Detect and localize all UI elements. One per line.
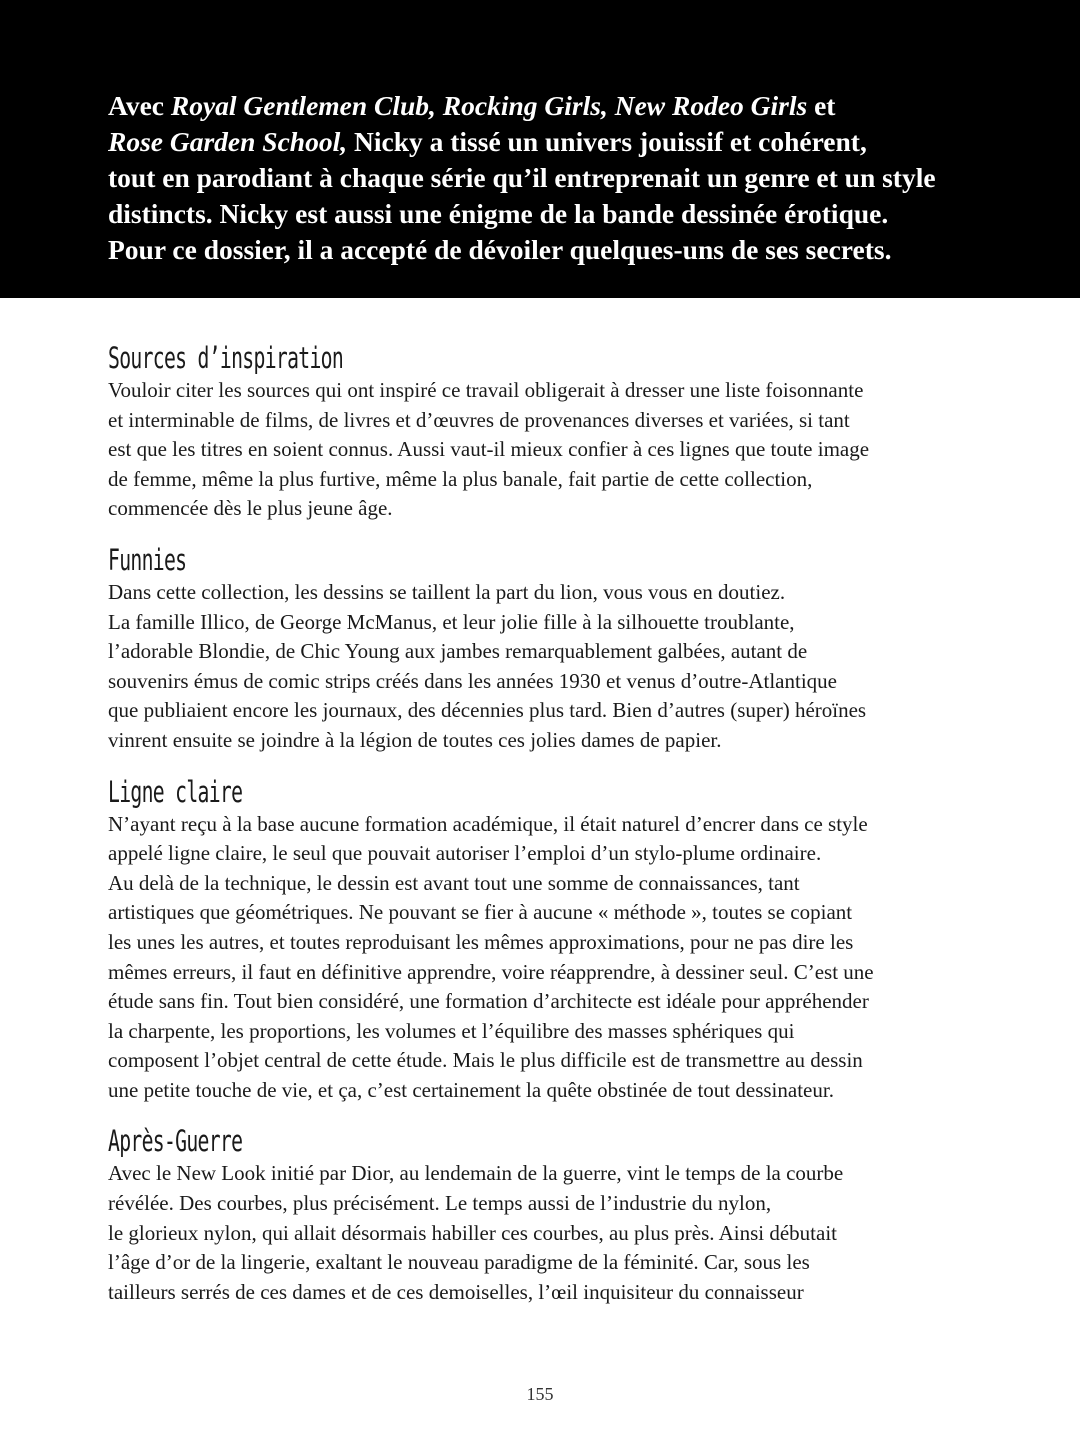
section-heading: Après-Guerre <box>108 1124 243 1159</box>
intro-line <box>108 124 1008 160</box>
body-line: Au delà de la technique, le dessin est avant tout une somme de connaissances, tant <box>108 870 800 895</box>
section-body <box>108 376 988 524</box>
body-line: Vouloir citer les sources qui ont inspiré ce travail obligerait à dresser une liste foisonnante <box>108 378 864 402</box>
body-line: artistiques que géométriques. Ne pouvant se fier à aucune « méthode », toutes se copiant <box>108 900 853 925</box>
body-line: l’adorable Blondie, de Chic Young aux jambes remarquablement galbées, autant de <box>108 639 808 664</box>
intro-text-run: Pour ce dossier, il a accepté de dévoiler quelques-uns de ses secrets. <box>108 234 892 265</box>
body-line: la charpente, les proportions, les volumes et l’équilibre des masses sphériques qui <box>108 1018 795 1043</box>
body-line: est que les titres en soient connus. Aussi vaut-il mieux confier à ces lignes que toute image <box>108 437 870 462</box>
body-line: Dans cette collection, les dessins se taillent la part du lion, vous vous en doutiez. <box>108 579 786 604</box>
section-funnies <box>108 542 988 756</box>
intro-text-run: distincts. Nicky est aussi une énigme de la bande dessinée érotique. <box>108 198 889 229</box>
body-line: La famille Illico, de George McManus, et leur jolie fille à la silhouette troublante, <box>108 609 795 634</box>
intro-paragraph <box>108 88 1008 268</box>
body-line: les unes les autres, et toutes reproduisant les mêmes approximations, pour ne pas dire les <box>108 929 854 954</box>
intro-text-run: et <box>807 90 836 121</box>
body-line: le glorieux nylon, qui allait désormais habiller ces courbes, au plus près. Ainsi débutait <box>108 1220 838 1245</box>
intro-title-run: Royal Gentlemen Club, Rocking Girls, New Rodeo Girls <box>170 90 808 121</box>
section-ligne-claire <box>108 774 988 1106</box>
body-line: mêmes erreurs, il faut en définitive apprendre, voire réapprendre, à dessiner seul. C’est une <box>108 959 874 984</box>
intro-line <box>108 196 1008 232</box>
body-line: N’ayant reçu à la base aucune formation académique, il était naturel d’encrer dans ce style <box>108 811 868 836</box>
section-body <box>108 810 988 1106</box>
section-sources-inspiration <box>108 340 988 524</box>
body-line: de femme, même la plus furtive, même la plus banale, fait partie de cette collection, <box>108 466 813 491</box>
section-body <box>108 578 988 756</box>
intro-line <box>108 232 1008 268</box>
intro-title-run: Rose Garden School, <box>108 126 348 157</box>
body-line: l’âge d’or de la lingerie, exaltant le nouveau paradigme de la féminité. Car, sous les <box>108 1250 810 1275</box>
section-heading: Funnies <box>108 542 187 577</box>
body-line: tailleurs serrés de ces dames et de ces demoiselles, l’œil inquisiteur du connaisseur <box>108 1279 804 1304</box>
body-line: Avec le New Look initié par Dior, au lendemain de la guerre, vint le temps de la courbe <box>108 1161 844 1186</box>
body-line: étude sans fin. Tout bien considéré, une formation d’architecte est idéale pour appréhender <box>108 989 869 1014</box>
body-line: souvenirs émus de comic strips créés dans les années 1930 et venus d’outre-Atlantique <box>108 668 837 693</box>
section-heading: Ligne claire <box>108 774 243 809</box>
intro-text-run: Avec <box>108 90 171 121</box>
body-line: composent l’objet central de cette étude. Mais le plus difficile est de transmettre au dessin <box>108 1048 863 1073</box>
intro-text-run: tout en parodiant à chaque série qu’il entreprenait un genre et un style <box>108 162 936 193</box>
article-content <box>108 340 988 1325</box>
intro-text-run: Nicky a tissé un univers jouissif et cohérent, <box>347 126 867 157</box>
body-line: commencée dès le plus jeune âge. <box>108 496 393 521</box>
section-apres-guerre <box>108 1123 988 1307</box>
section-heading: Sources d’inspiration <box>108 341 344 375</box>
body-line: appelé ligne claire, le seul que pouvait autoriser l’emploi d’un stylo-plume ordinaire. <box>108 841 822 866</box>
intro-line <box>108 88 1008 124</box>
intro-band <box>0 0 1080 298</box>
body-line: et interminable de films, de livres et d’œuvres de provenances diverses et variées, si tant <box>108 407 850 432</box>
body-line: révélée. Des courbes, plus précisément. Le temps aussi de l’industrie du nylon, <box>108 1191 772 1216</box>
body-line: vinrent ensuite se joindre à la légion de toutes ces jolies dames de papier. <box>108 727 722 752</box>
body-line: que publiaient encore les journaux, des décennies plus tard. Bien d’autres (super) héroïnes <box>108 698 867 723</box>
body-line: une petite touche de vie, et ça, c’est certainement la quête obstinée de tout dessinateur. <box>108 1077 834 1102</box>
page-number: 155 <box>526 1384 554 1404</box>
intro-line <box>108 160 1008 196</box>
section-body <box>108 1159 988 1307</box>
